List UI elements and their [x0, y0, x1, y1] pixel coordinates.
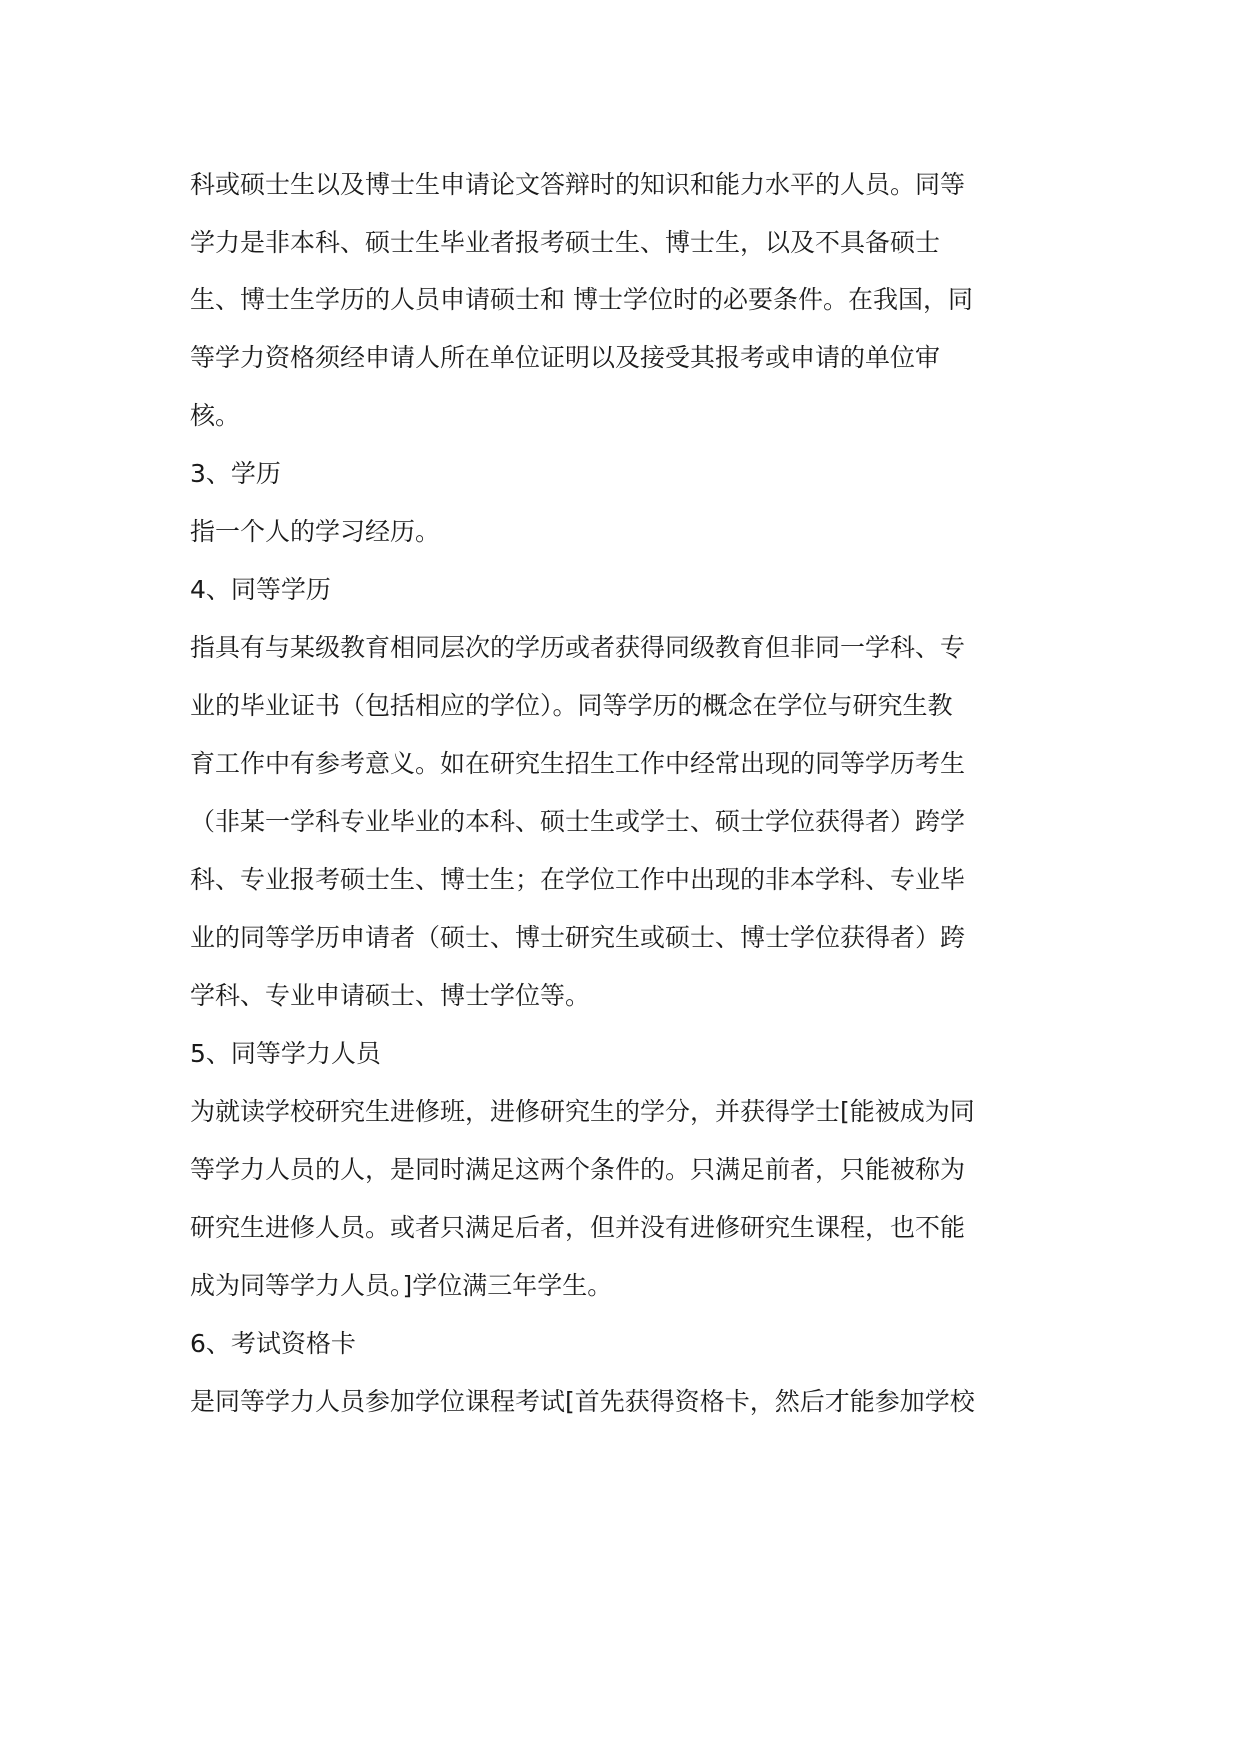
section-heading: 3、学历	[190, 459, 281, 488]
paragraph-line: 业的毕业证书（包括相应的学位）。同等学历的概念在学位与研究生教	[190, 691, 953, 720]
paragraph-line: 指一个人的学习经历。	[190, 517, 441, 546]
paragraph-line: 科或硕士生以及博士生申请论文答辩时的知识和能力水平的人员。同等	[190, 170, 966, 199]
section-heading: 6、考试资格卡	[190, 1329, 356, 1358]
paragraph-line: 等学力人员的人，是同时满足这两个条件的。只满足前者，只能被称为	[190, 1155, 966, 1184]
paragraph-line: 成为同等学力人员。]学位满三年学生。	[190, 1271, 613, 1300]
paragraph-line: 育工作中有参考意义。如在研究生招生工作中经常出现的同等学历考生	[190, 749, 966, 778]
section-heading: 5、同等学力人员	[190, 1039, 381, 1068]
paragraph-line: 为就读学校研究生进修班，进修研究生的学分，并获得学士[能被成为同	[190, 1097, 975, 1126]
section-heading: 4、同等学历	[190, 575, 331, 604]
paragraph-line: （非某一学科专业毕业的本科、硕士生或学士、硕士学位获得者）跨学	[190, 807, 966, 836]
paragraph-line: 是同等学力人员参加学位课程考试[首先获得资格卡，然后才能参加学校	[190, 1387, 975, 1416]
paragraph-line: 指具有与某级教育相同层次的学历或者获得同级教育但非同一学科、专	[190, 633, 966, 662]
paragraph-line: 学科、专业申请硕士、博士学位等。	[190, 981, 591, 1010]
paragraph-line: 研究生进修人员。或者只满足后者，但并没有进修研究生课程，也不能	[190, 1213, 966, 1242]
paragraph-line: 业的同等学历申请者（硕士、博士研究生或硕士、博士学位获得者）跨	[190, 923, 966, 952]
paragraph-line: 核。	[190, 401, 241, 430]
paragraph-line: 科、专业报考硕士生、博士生；在学位工作中出现的非本学科、专业毕	[190, 865, 966, 894]
paragraph-line: 学力是非本科、硕士生毕业者报考硕士生、博士生，以及不具备硕士	[190, 228, 941, 257]
paragraph-line: 生、博士生学历的人员申请硕士和 博士学位时的必要条件。在我国，同	[190, 285, 973, 314]
paragraph-line: 等学力资格须经申请人所在单位证明以及接受其报考或申请的单位审	[190, 343, 941, 372]
